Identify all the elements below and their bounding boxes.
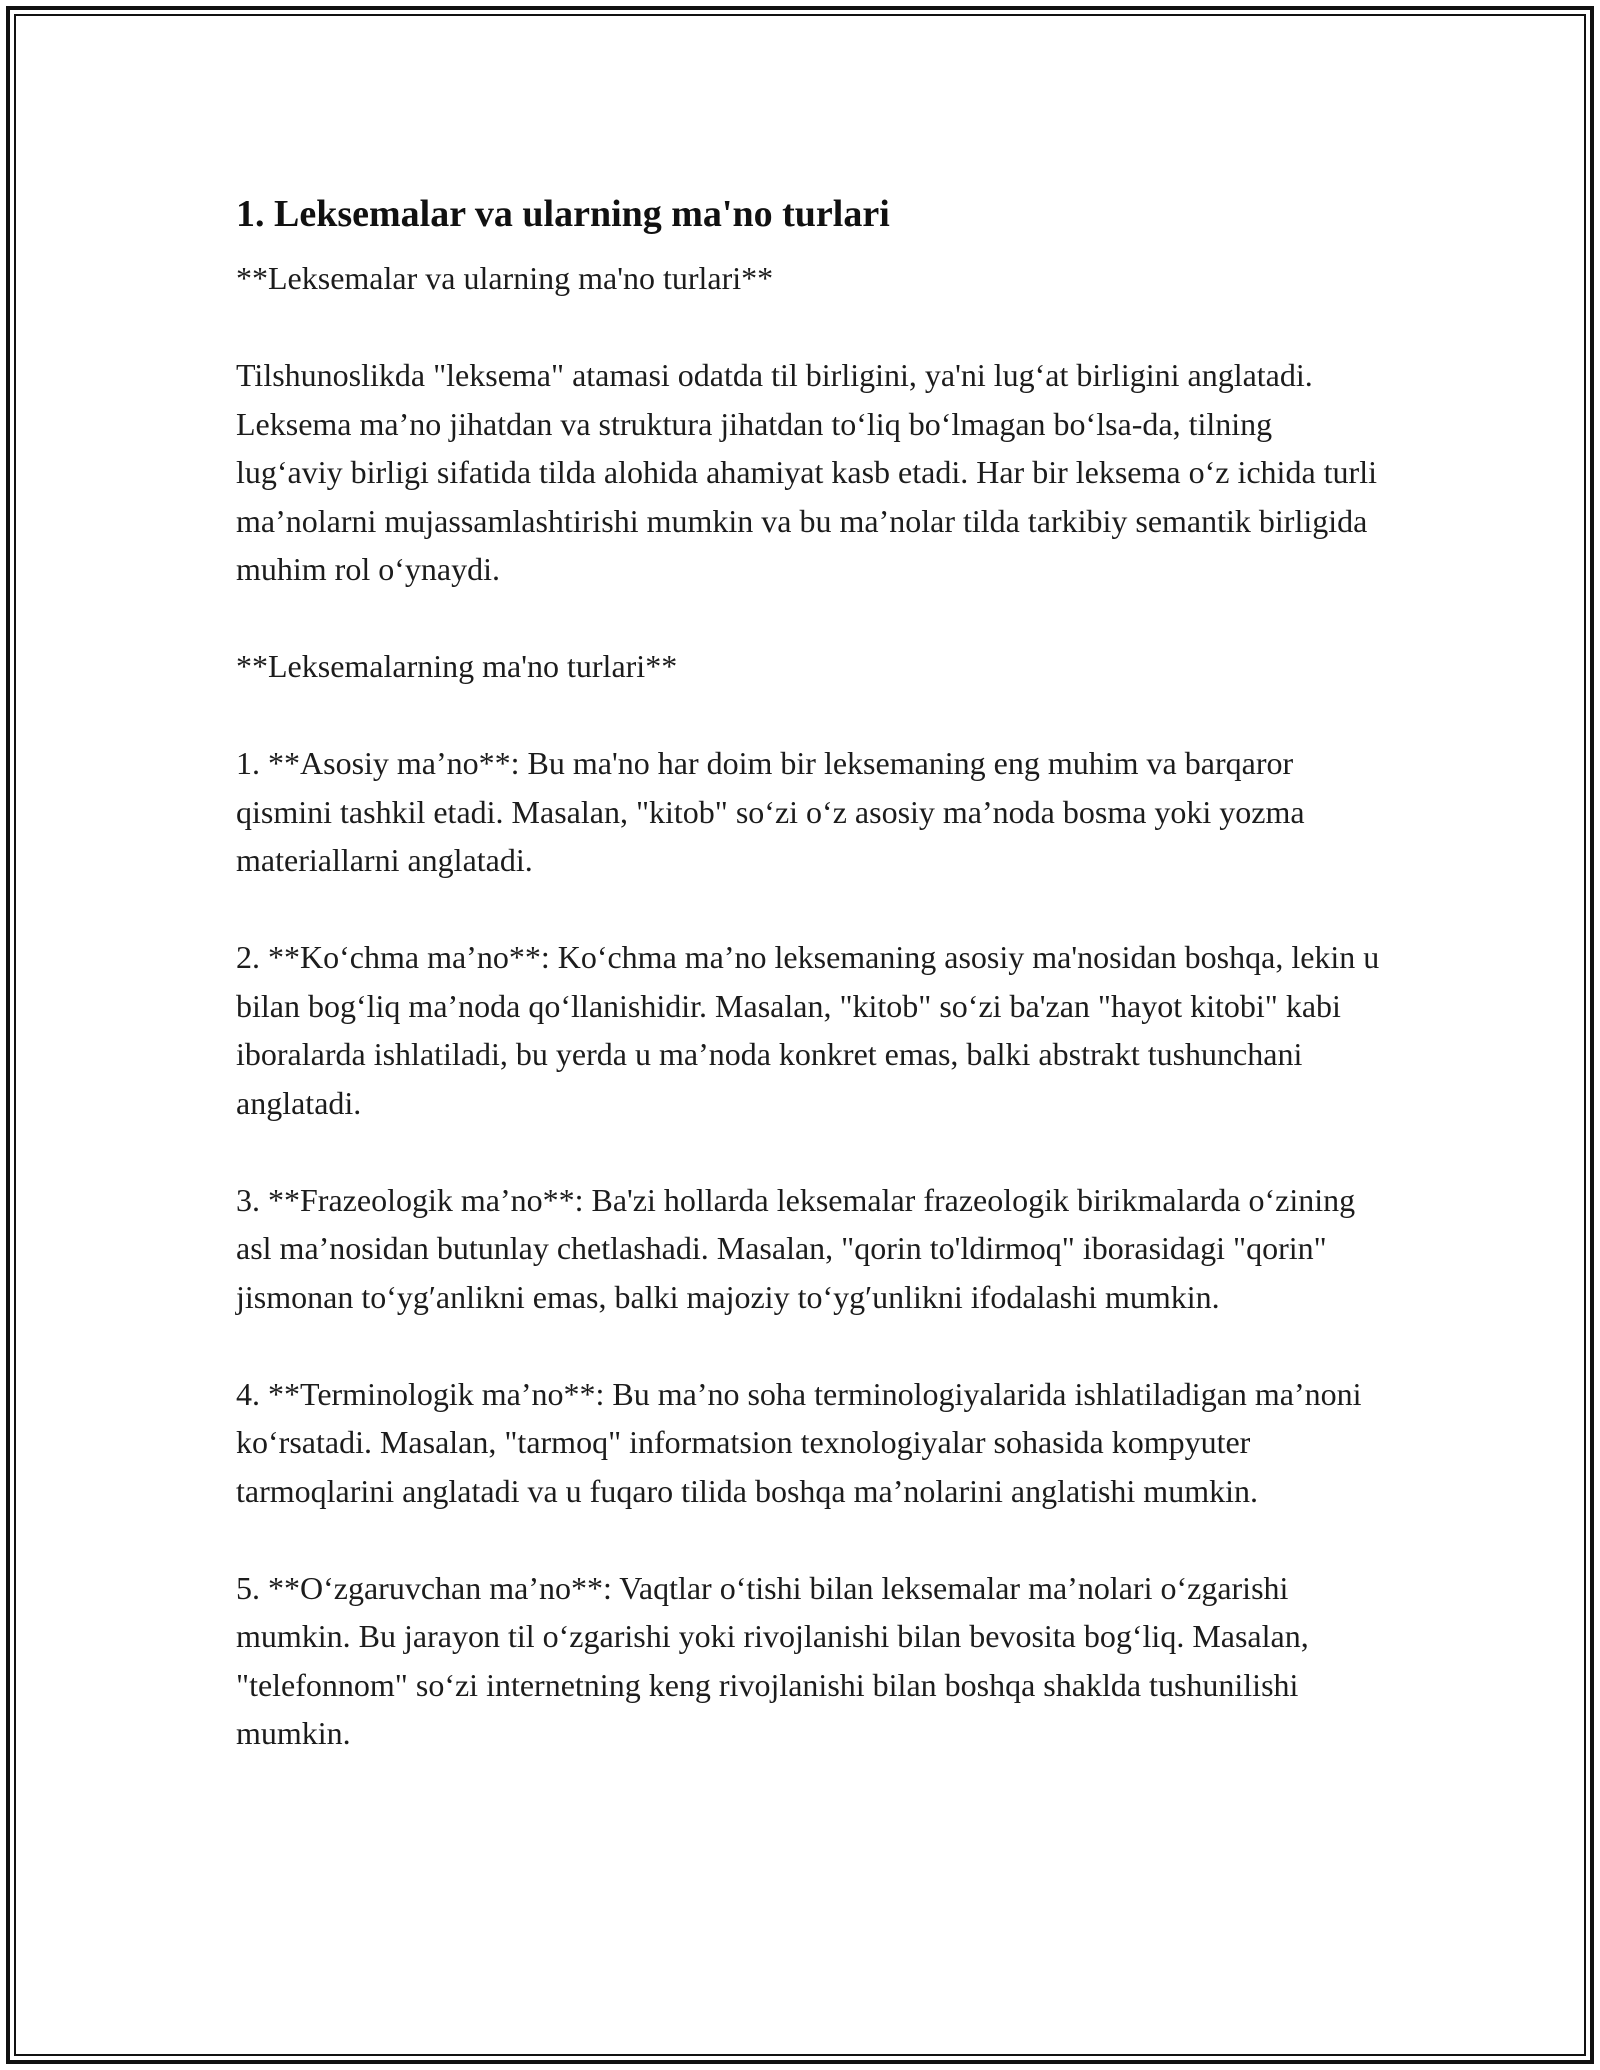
list-item-ozgaruvchan: 5. **O‘zgaruvchan ma’no**: Vaqtlar o‘tishi bilan leksemalar ma’nolari o‘zgarishi mumkin. Bu jarayon til o‘zgarishi yoki rivojlanishi bilan bevosita bog‘liq. Masalan, "telefonnom" so‘zi internetning keng rivojlanishi bilan boshqa shaklda tushunilishi mumkin. [236,1569,1309,1751]
list-item-asosiy: 1. **Asosiy ma’no**: Bu ma'no har doim bir leksemaning eng muhim va barqaror qismini tashkil etadi. Masalan, "kitob" so‘zi o‘z asosiy ma’noda bosma yoki yozma materiallarni anglatadi. [236,745,1305,878]
section-heading: **Leksemalar va ularning ma'no turlari** [236,260,774,296]
document-title: 1. Leksemalar va ularning ma'no turlari [236,193,890,235]
list-item-kochma: 2. **Ko‘chma ma’no**: Ko‘chma ma’no leksemaning asosiy ma'nosidan boshqa, lekin u bilan bog‘liq ma’noda qo‘llanishidir. Masalan, "kitob" so‘zi ba'zan "hayot kitobi" kabi iboralarda ishlatiladi, bu yerda u ma’noda konkret emas, balki abstrakt tushunchani anglatadi. [236,939,1380,1121]
document-body [236,186,1386,1758]
list-item-terminologik: 4. **Terminologik ma’no**: Bu ma’no soha terminologiyalarida ishlatiladigan ma’noni ko‘rsatadi. Masalan, "tarmoq" informatsion texnologiyalar sohasida kompyuter tarmoqlarini anglatadi va u fuqaro tilida boshqa ma’nolarini anglatishi mumkin. [236,1375,1362,1509]
list-item-frazeologik: 3. **Frazeologik ma’no**: Ba'zi hollarda leksemalar frazeologik birikmalarda o‘zining asl ma’nosidan butunlay chetlashadi. Masalan, "qorin to'ldirmoq" iborasidagi "qorin" jismonan to‘yg′anlikni emas, balki majoziy to‘yg′unlikni ifodalashi mumkin. [236,1181,1356,1315]
intro-paragraph: Tilshunoslikda "leksema" atamasi odatda til birligini, ya'ni lug‘at birligini anglatadi. Leksema ma’no jihatdan va struktura jihatdan to‘liq bo‘lmagan bo‘lsa-da, tilning lug‘aviy birligi sifatida tilda alohida ahamiyat kasb etadi. Har bir leksema o‘z ichida turli ma’nolarni mujassamlashtirishi mumkin va bu ma’nolar tilda tarkibiy semantik birligida muhim rol o‘ynaydi. [236,357,1377,587]
subsection-heading: **Leksemalarning ma'no turlari** [236,648,678,684]
